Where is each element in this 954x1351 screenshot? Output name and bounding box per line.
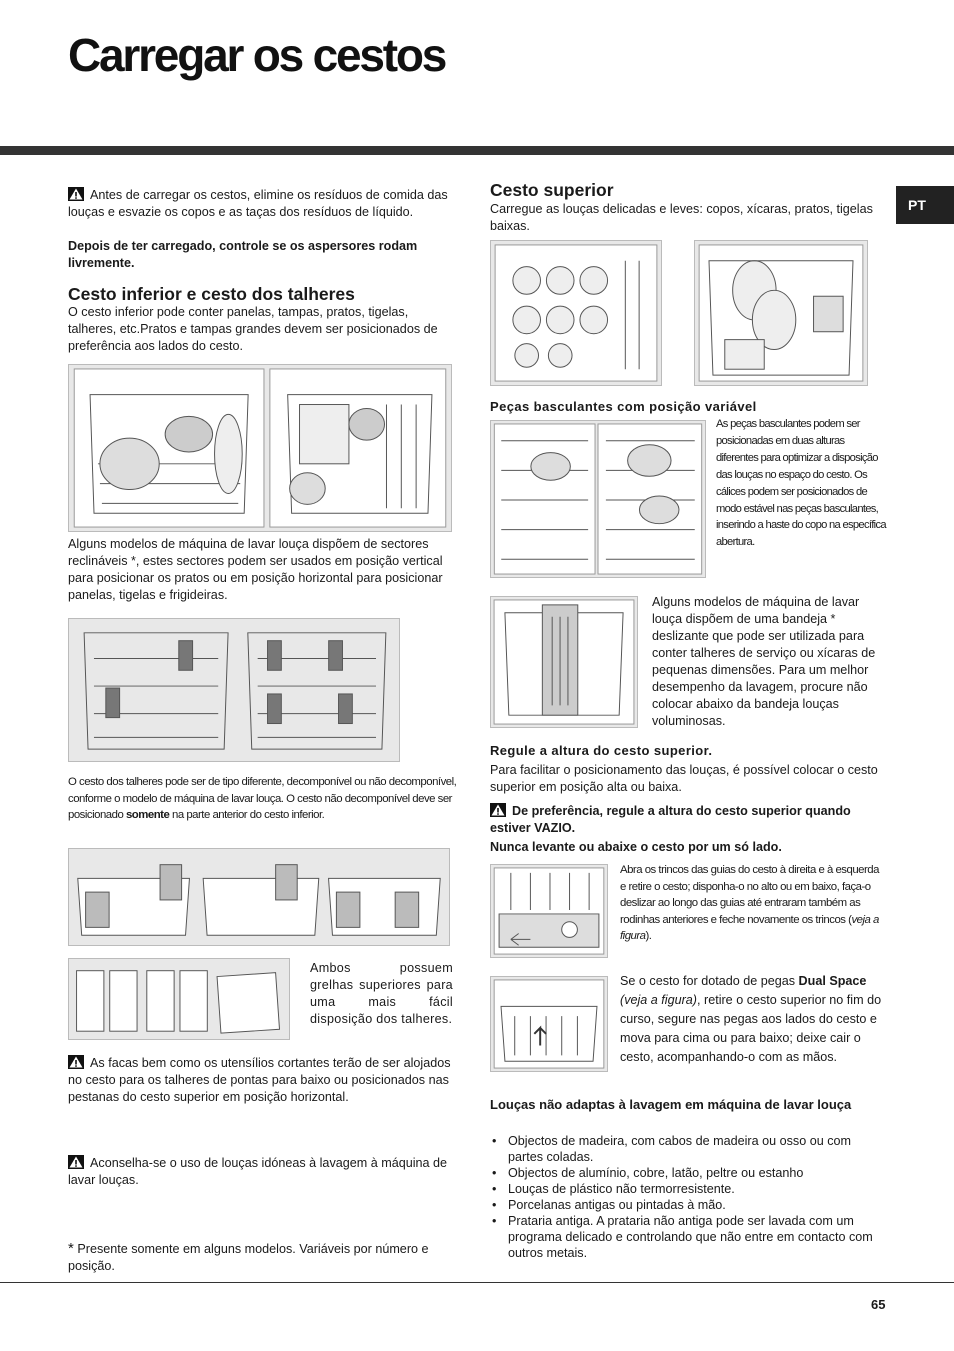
page-number: 65: [871, 1297, 886, 1312]
height-adjust-heading: Regule a altura do cesto superior.: [490, 743, 713, 758]
footer-rule: [0, 1282, 954, 1283]
latch-text: [620, 862, 886, 945]
footnote-text: Presente somente em alguns modelos. Variáveis por número e posição.: [68, 1242, 429, 1273]
cutlery-grids-figure: [68, 958, 290, 1040]
tilting-parts-illustration: [491, 421, 705, 577]
dual-space-figure: [490, 976, 608, 1072]
upper-basket-illustration-a: [491, 241, 661, 385]
reclining-sectors-illustration: [69, 619, 399, 761]
height-warning-1: De preferência, regule a altura do cesto superior quando estiver VAZIO.: [490, 804, 851, 835]
cutlery-basket-text: [68, 774, 458, 824]
footnote-star: *: [68, 1240, 74, 1257]
dual-space-text: [620, 972, 886, 1067]
list-item: • Objectos de madeira, com cabos de madeira ou osso ou com partes coladas.: [490, 1133, 886, 1165]
footnote-star: *: [830, 612, 836, 626]
cutlery-bold-word: somente: [125, 809, 170, 822]
warning-icon: [68, 1155, 84, 1169]
advice-text: Aconselha-se o uso de louças idóneas à lavagem à máquina de lavar louças.: [68, 1156, 448, 1187]
advice-warning: [68, 1155, 458, 1189]
dual-space-italic: (veja a figura): [620, 993, 697, 1007]
sliding-tray-text: [652, 594, 888, 730]
knives-warning: [68, 1055, 458, 1106]
list-item: • Prataria antiga. A prataria não antiga pode ser lavada com um programa delicado e controlando que não entre em contacto com outros metais.: [490, 1213, 886, 1261]
intro-paragraph: [68, 187, 456, 221]
sliding-tray-illustration: [491, 597, 637, 727]
dual-space-illustration: [491, 977, 607, 1071]
dual-text-start: Se o cesto for dotado de pegas: [620, 974, 796, 988]
latch-italic: veja a figura: [620, 913, 879, 943]
warning-icon: [68, 187, 84, 201]
upper-basket-text: Carregue as louças delicadas e leves: copos, xícaras, pratos, tigelas baixas.: [490, 202, 873, 233]
dual-space-bold: Dual Space: [798, 974, 867, 988]
latch-text-end: ).: [645, 930, 652, 943]
reclining-sectors-text: [68, 536, 458, 604]
upper-basket-figure-a: [490, 240, 662, 386]
warning-icon: [490, 803, 506, 817]
lower-basket-illustration: [69, 365, 451, 531]
dual-text-end: , retire o cesto superior no fim do curso, segure nas pegas aos lados do cesto e mova para cima ou para baixo; deixe cair o cesto, acompanhando-o com as mãos.: [620, 993, 882, 1064]
cutlery-basket-illustration: [69, 849, 449, 945]
page-title: Carregar os cestos: [68, 29, 446, 81]
cutlery-basket-figure: [68, 848, 450, 946]
lower-basket-heading: Cesto inferior e cesto dos talheres: [68, 284, 355, 304]
height-warning: [490, 803, 886, 837]
height-adjust-text: Para facilitar o posicionamento das louças, é possível colocar o cesto superior em posição alta ou baixa.: [490, 763, 878, 794]
intro-bold-note: Depois de ter carregado, controle se os aspersores rodam livremente.: [68, 239, 418, 270]
upper-basket-heading: Cesto superior: [490, 180, 614, 200]
tilting-parts-text: As peças basculantes podem ser posicionadas em duas alturas diferentes para optimizar a disposição das louças no espaço do cesto. Os cálices podem ser posicionados de modo estável nas peças basculantes, inserindo a haste do copo na específica abertura.: [716, 418, 886, 549]
sliding-tray-figure: [490, 596, 638, 728]
list-item: • Porcelanas antigas ou pintadas à mão.: [490, 1197, 886, 1213]
cutlery-text-end: na parte anterior do cesto inferior.: [171, 809, 325, 822]
cutlery-grids-illustration: [69, 959, 289, 1039]
tray-text-end: deslizante que pode ser utilizada para conter talheres de serviço ou xícaras de pequenas dimensões. Para um melhor desempenho da lavagem, procure não colocar abaixo da bandeja louças voluminosas.: [652, 629, 876, 728]
cutlery-grids-text: Ambos possuem grelhas superiores para uma mais fácil disposição dos talheres.: [310, 961, 453, 1026]
upper-basket-illustration-b: [695, 241, 867, 385]
cutlery-text-start: O cesto dos talheres pode ser de tipo diferente, decomponível ou não decomponível, conforme o modelo de máquina de lavar louça. O cesto não decomponível deve ser posicionado: [68, 776, 457, 822]
latch-text-start: Abra os trincos das guias do cesto à direita e à esquerda e retire o cesto; disponha-o no alto ou em baixo, faça-o deslizar ao longo das guias até entraram também as rodinhas anteriores e feche novamente os trincos (: [620, 864, 879, 926]
tilting-parts-heading: Peças basculantes com posição variável: [490, 399, 757, 414]
header-rule: [0, 146, 954, 155]
tray-text-start: Alguns modelos de máquina de lavar louça dispõem de uma bandeja: [652, 595, 860, 626]
unsuitable-heading: Louças não adaptas à lavagem em máquina de lavar louça: [490, 1097, 852, 1112]
upper-basket-figure-b: [694, 240, 868, 386]
list-item: • Louças de plástico não termorresistente.: [490, 1181, 886, 1197]
intro-text: Antes de carregar os cestos, elimine os resíduos de comida das louças e esvazie os copos e as taças dos resíduos de líquido.: [68, 188, 448, 219]
basket-latch-figure: [490, 864, 608, 958]
knives-text: As facas bem como os utensílios cortantes terão de ser alojados no cesto para os talheres de pontas para baixo ou posicionados nas pestanas do cesto superior em posição horizontal.: [68, 1056, 451, 1104]
lower-basket-figure: [68, 364, 452, 532]
unsuitable-list: [490, 1133, 886, 1261]
height-warning-2: Nunca levante ou abaixe o cesto por um só lado.: [490, 840, 782, 854]
reclining-text-start: Alguns modelos de máquina de lavar louça dispõem de sectores reclináveis: [68, 537, 429, 568]
language-tab: PT: [896, 186, 954, 224]
list-item: • Objectos de alumínio, cobre, latão, peltre ou estanho: [490, 1165, 886, 1181]
tilting-parts-figure: [490, 420, 706, 578]
reclining-text-end: , estes sectores podem ser usados em posição vertical para posicionar os pratos ou em posição horizontal para posicionar panelas, tigelas e frigideiras.: [68, 554, 443, 602]
reclining-sectors-figure: [68, 618, 400, 762]
warning-icon: [68, 1055, 84, 1069]
basket-latch-illustration: [491, 865, 607, 957]
footnote-star: *: [131, 554, 136, 568]
footnote: [68, 1240, 458, 1275]
lower-basket-text: O cesto inferior pode conter panelas, tampas, pratos, tigelas, talheres, etc.Pratos e tampas grandes devem ser posicionados de preferência aos lados do cesto.: [68, 305, 438, 353]
